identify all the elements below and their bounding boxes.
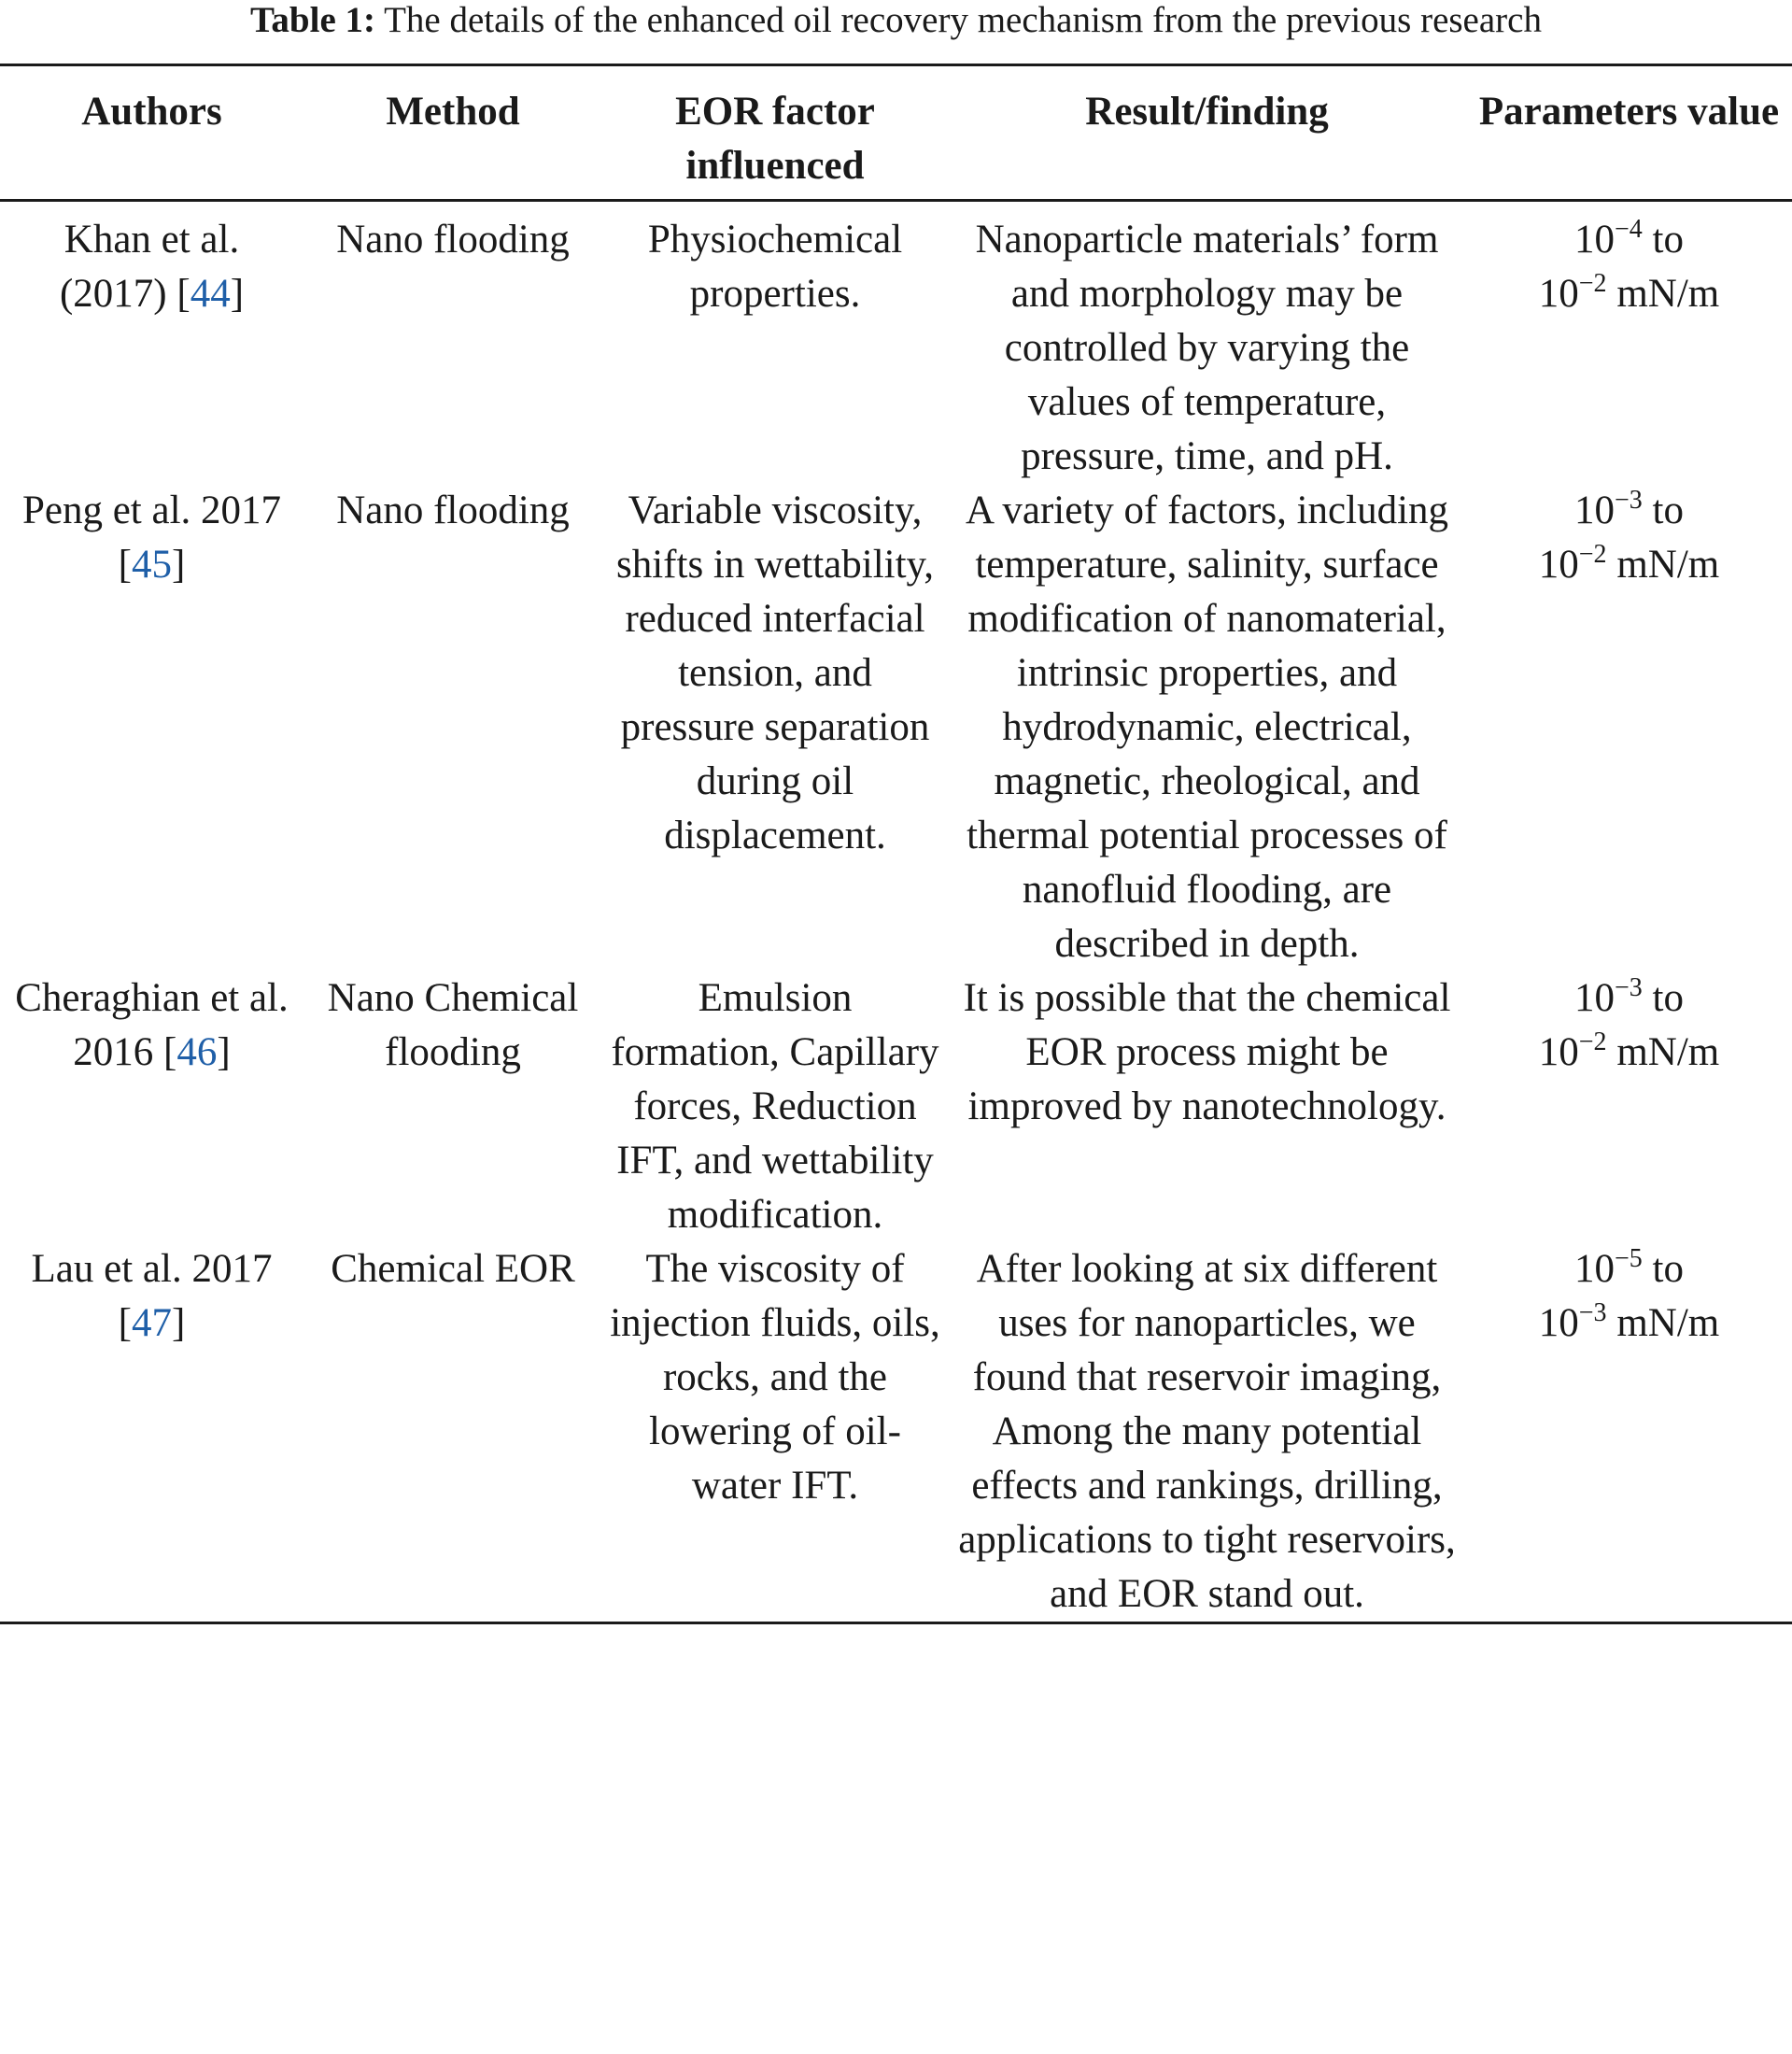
cell-result: Nanoparticle materials’ form and morphology may be controlled by varying the values of temperature, pressure, time, and pH. [975,218,1439,478]
cell-method: Nano flooding [336,489,570,532]
author-text: Khan et al. (2017) [59,218,240,316]
author-text: Cheraghian et al. 2016 [15,976,289,1074]
param-exponent: −5 [1615,1244,1643,1273]
cell-eor-factor: Emulsion formation, Capillary forces, Reduction IFT, and wettability modification. [611,976,939,1237]
param-exponent: −2 [1578,540,1607,569]
param-exponent: −4 [1615,215,1643,244]
cell-authors: Cheraghian et al. 2016 [46] [15,976,289,1074]
cell-method: Nano Chemical flooding [327,976,579,1074]
cell-parameters [1466,201,1792,485]
cell-authors: Peng et al. 2017 [45] [21,489,282,587]
param-to: to [1652,489,1684,532]
caption-label: Table 1: [250,0,376,40]
cell-method: Chemical EOR [331,1247,575,1291]
table-row [0,1242,1792,1623]
table-row [0,484,1792,971]
param-base: 10 [1574,976,1615,1020]
header-parameters: Parameters value [1478,90,1780,134]
param-unit: mN/m [1616,1030,1720,1074]
reference-link[interactable]: 47 [132,1301,172,1345]
reference-link[interactable]: 44 [190,272,231,316]
author-text: Lau et al. 2017 [31,1247,273,1291]
param-base: 10 [1574,489,1615,532]
header-authors: Authors [81,90,222,134]
param-base: 10 [1574,218,1615,262]
reference-link[interactable]: 45 [132,543,172,587]
cell-eor-factor: Variable viscosity, shifts in wettability, reduced interfacial tension, and pressure separation during oil displacement. [616,489,934,857]
eor-mechanism-table [0,64,1792,1624]
param-exponent: −2 [1578,1027,1607,1056]
cell-parameters [1466,484,1792,971]
table-caption [0,2,1792,39]
cell-result: After looking at six different uses for nanoparticles, we found that reservoir imaging, Among the many potential effects and rankings, drilling, applications to tight reservoirs, and EOR stand out. [958,1247,1456,1616]
reference-link[interactable]: 46 [176,1030,218,1074]
param-to: to [1652,1247,1684,1291]
cell-result: A variety of factors, including temperature, salinity, surface modification of nanomaterial, intrinsic properties, and hydrodynamic, electrical, magnetic, rheological, and thermal potential processes of nanofluid flooding, are described in depth. [965,489,1449,966]
param-exponent: −2 [1578,269,1607,298]
param-base: 10 [1574,1247,1615,1291]
param-base: 10 [1538,1030,1579,1074]
cell-authors: Lau et al. 2017 [47] [31,1247,273,1345]
header-row [0,65,1792,201]
cell-eor-factor: The viscosity of injection fluids, oils, rocks, and the lowering of oil-water IFT. [610,1247,940,1508]
cell-authors: Khan et al. (2017) [44] [59,218,245,316]
param-base: 10 [1538,1301,1579,1345]
cell-eor-factor: Physiochemical properties. [647,218,903,316]
cell-parameters [1466,1242,1792,1623]
param-unit: mN/m [1616,272,1720,316]
cell-result: It is possible that the chemical EOR process might be improved by nanotechnology. [963,976,1451,1128]
cell-parameters [1466,971,1792,1242]
param-base: 10 [1538,272,1579,316]
param-to: to [1652,218,1684,262]
author-text: Peng et al. 2017 [21,489,282,532]
cell-method: Nano flooding [336,218,570,262]
caption-text: The details of the enhanced oil recovery mechanism from the previous research [384,0,1542,40]
param-unit: mN/m [1616,543,1720,587]
table-row [0,201,1792,485]
param-exponent: −3 [1615,973,1643,1002]
param-unit: mN/m [1616,1301,1720,1345]
header-result: Result/finding [1085,90,1329,134]
param-exponent: −3 [1578,1298,1607,1327]
header-method: Method [386,90,520,134]
param-base: 10 [1538,543,1579,587]
table-row [0,971,1792,1242]
param-exponent: −3 [1615,486,1643,515]
param-to: to [1652,976,1684,1020]
header-eor-factor: EOR factor influenced [675,90,875,188]
